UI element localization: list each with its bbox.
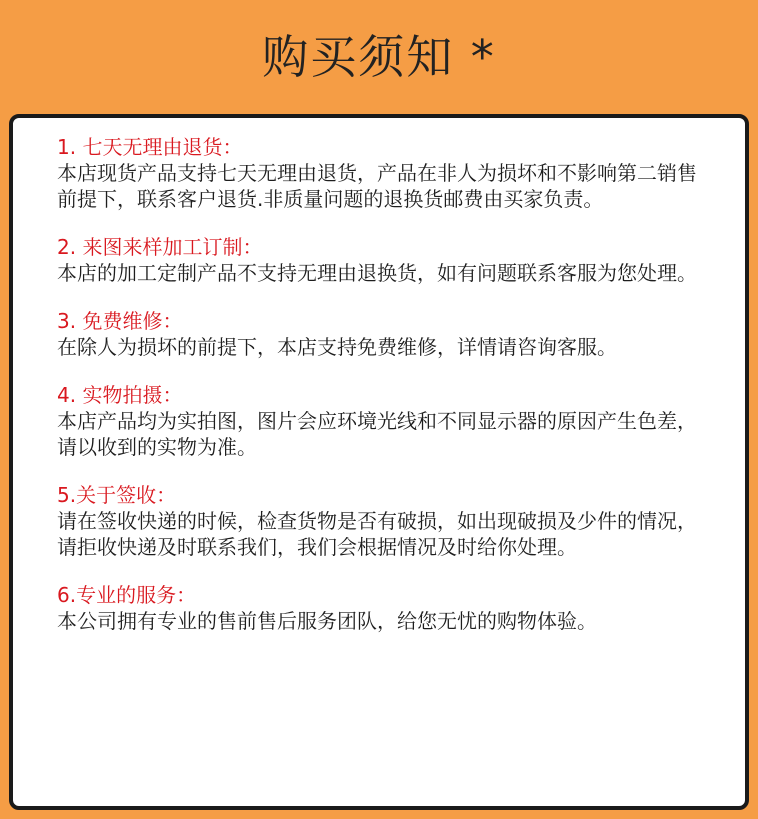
notice-card (9, 114, 749, 810)
section-title: 4. 实物拍摄： (57, 383, 183, 407)
page-header (0, 0, 758, 112)
section-return-policy (57, 134, 715, 212)
section-custom-orders (57, 234, 715, 286)
section-title: 1. 七天无理由退货： (57, 135, 243, 159)
section-body: 本店的加工定制产品不支持无理由退换货，如有问题联系客服为您处理。 (57, 261, 697, 285)
section-title: 2. 来图来样加工订制： (57, 235, 263, 259)
section-real-photos (57, 382, 715, 460)
page-title: 购买须知 * (262, 30, 496, 84)
section-title: 6.专业的服务： (57, 583, 197, 607)
section-body: 本店现货产品支持七天无理由退货，产品在非人为损坏和不影响第二销售前提下，联系客户退货.非质量问题的退换货邮费由买家负责。 (57, 161, 697, 211)
section-title: 5.关于签收： (57, 483, 177, 507)
section-body: 在除人为损坏的前提下，本店支持免费维修，详情请咨询客服。 (57, 335, 617, 359)
section-body: 请在签收快递的时候，检查货物是否有破损，如出现破损及少件的情况，请拒收快递及时联系我们，我们会根据情况及时给你处理。 (57, 509, 697, 559)
section-delivery-signing (57, 482, 715, 560)
section-title: 3. 免费维修： (57, 309, 183, 333)
section-free-repair (57, 308, 715, 360)
section-professional-service (57, 582, 715, 634)
section-body: 本店产品均为实拍图，图片会应环境光线和不同显示器的原因产生色差，请以收到的实物为准。 (57, 409, 697, 459)
section-body: 本公司拥有专业的售前售后服务团队，给您无忧的购物体验。 (57, 609, 597, 633)
